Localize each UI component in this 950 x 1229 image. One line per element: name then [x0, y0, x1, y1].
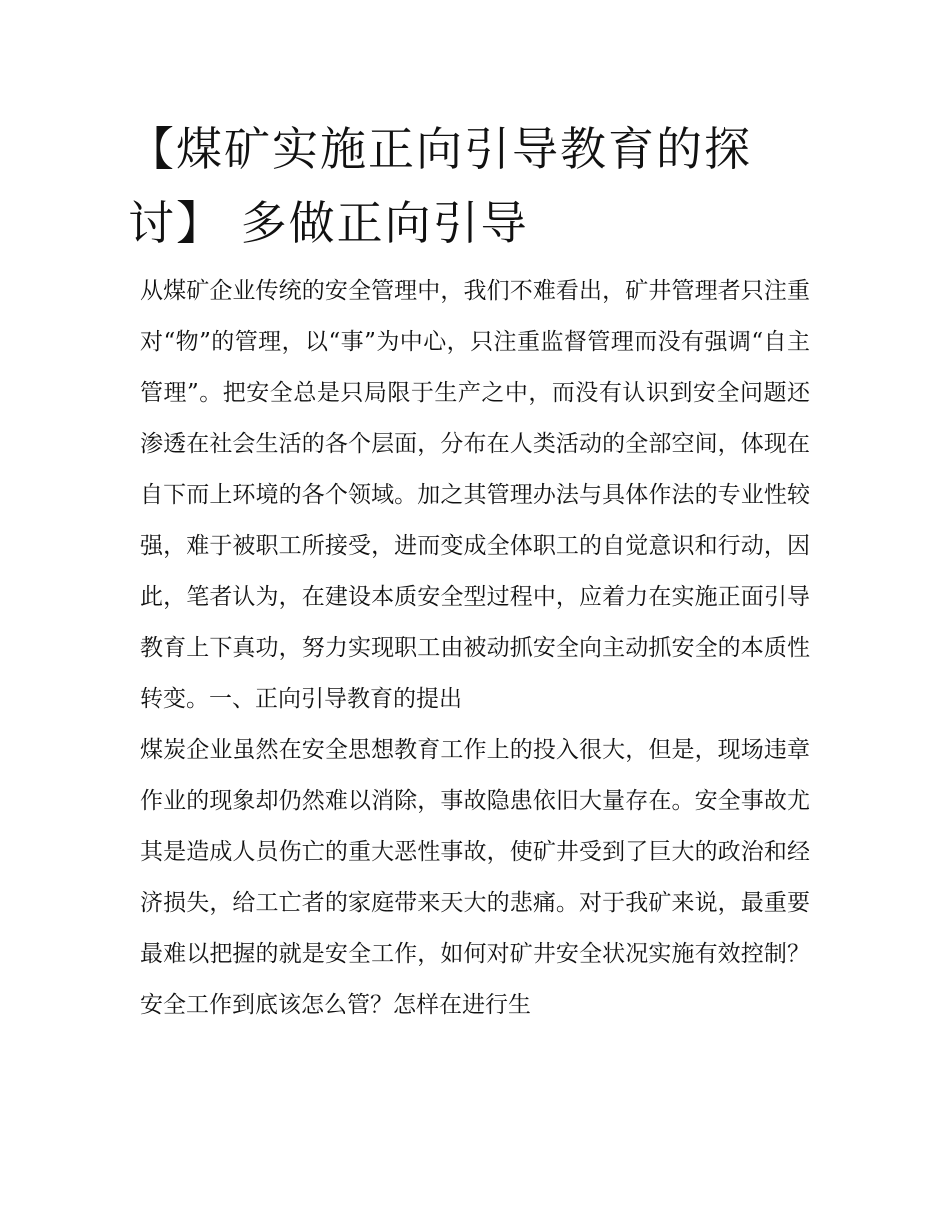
body-paragraph-2: 煤炭企业虽然在安全思想教育工作上的投入很大，但是，现场违章作业的现象却仍然难以消除，事故隐患依旧大量存在。安全事故尤其是造成人员伤亡的重大恶性事故，使矿井受到了巨大的政治和经济损失，给工亡者的家庭带来天大的悲痛。对于我矿来说，最重要最难以把握的就是安全工作，如何对矿井安全状况实施有效控制？安全工作到底该怎么管？怎样在进行生	[140, 737, 810, 1018]
document-title: 【煤矿实施正向引导教育的探讨】 多做正向引导	[128, 122, 752, 250]
body-paragraph-1: 从煤矿企业传统的安全管理中，我们不难看出，矿井管理者只注重对“物”的管理，以“事”为中心，只注重监督管理而没有强调“自主管理”。把安全总是只局限于生产之中，而没有认识到安全问题还渗透在社会生活的各个层面，分布在人类活动的全部空间，体现在自下而上环境的各个领域。加之其管理办法与具体作法的专业性较强，难于被职工所接受，进而变成全体职工的自觉意识和行动，因此，笔者认为，在建设本质安全型过程中，应着力在实施正面引导教育上下真功，努力实现职工由被动抓安全向主动抓安全的本质性转变。一、正向引导教育的提出	[140, 278, 810, 712]
